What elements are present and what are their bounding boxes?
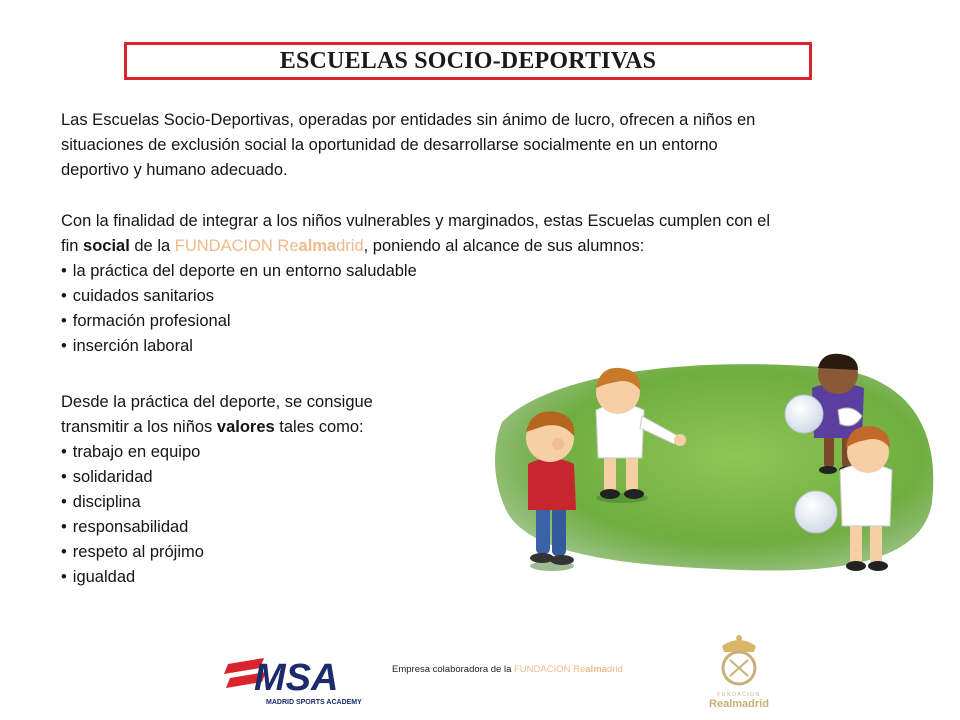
list-item: • formación profesional bbox=[61, 309, 901, 334]
foundation-part: FUNDACION Re bbox=[174, 237, 299, 255]
foundation-part: FUNDACION Re bbox=[514, 664, 586, 675]
foundation-part: drid bbox=[606, 664, 623, 675]
purpose-paragraph bbox=[61, 209, 901, 359]
list-item: • respeto al prójimo bbox=[61, 540, 481, 565]
foundation-name bbox=[175, 237, 364, 255]
list-item: • disciplina bbox=[61, 490, 481, 515]
values-line: Desde la práctica del deporte, se consigue bbox=[61, 393, 373, 411]
text-fragment: transmitir a los niños bbox=[61, 418, 217, 436]
page-title: ESCUELAS SOCIO-DEPORTIVAS bbox=[279, 47, 657, 74]
title-box bbox=[124, 42, 812, 80]
intro-line: deportivo y humano adecuado. bbox=[61, 161, 288, 179]
crest-top-text: FUNDACION bbox=[717, 692, 761, 698]
purpose-line: Con la finalidad de integrar a los niños vulnerables y marginados, estas Escuelas cumplen con el bbox=[61, 212, 770, 230]
list-item: • responsabilidad bbox=[61, 515, 481, 540]
kids-football-illustration bbox=[492, 352, 940, 580]
intro-paragraph bbox=[61, 108, 861, 183]
list-item: • igualdad bbox=[61, 565, 481, 590]
list-item: • la práctica del deporte en un entorno saludable bbox=[61, 259, 901, 284]
foundation-part: alma bbox=[585, 664, 607, 675]
foundation-part: alma bbox=[298, 237, 337, 255]
list-item: • solidaridad bbox=[61, 465, 481, 490]
list-item: • inserción laboral bbox=[61, 334, 901, 359]
msa-logo bbox=[220, 638, 382, 716]
list-item: • cuidados sanitarios bbox=[61, 284, 901, 309]
foundation-part: drid bbox=[336, 237, 364, 255]
intro-line: situaciones de exclusión social la oportunidad de desarrollarse socialmente en un entorno bbox=[61, 136, 718, 154]
intro-line: Las Escuelas Socio-Deportivas, operadas por entidades sin ánimo de lucro, ofrecen a niños en bbox=[61, 111, 756, 129]
list-item: • trabajo en equipo bbox=[61, 440, 481, 465]
text-fragment: fin bbox=[61, 237, 84, 255]
values-line-2 bbox=[61, 415, 481, 440]
text-fragment: , poniendo al alcance de sus alumnos: bbox=[363, 237, 645, 255]
fundacion-crest-logo bbox=[700, 630, 778, 714]
foundation-name bbox=[514, 664, 623, 675]
msa-logo-text: MSA bbox=[254, 657, 339, 699]
text-fragment: Empresa colaboradora de la bbox=[392, 664, 514, 675]
values-paragraph bbox=[61, 390, 481, 590]
purpose-line-2 bbox=[61, 234, 901, 259]
text-fragment: tales como: bbox=[274, 418, 364, 436]
bold-social: social bbox=[83, 237, 130, 255]
text-fragment: de la bbox=[129, 237, 175, 255]
bold-valores: valores bbox=[216, 418, 275, 436]
msa-logo-subtitle: MADRID SPORTS ACADEMY bbox=[266, 699, 362, 706]
footer-note bbox=[392, 664, 623, 675]
crest-brand-text: Realmadrid bbox=[709, 698, 769, 710]
